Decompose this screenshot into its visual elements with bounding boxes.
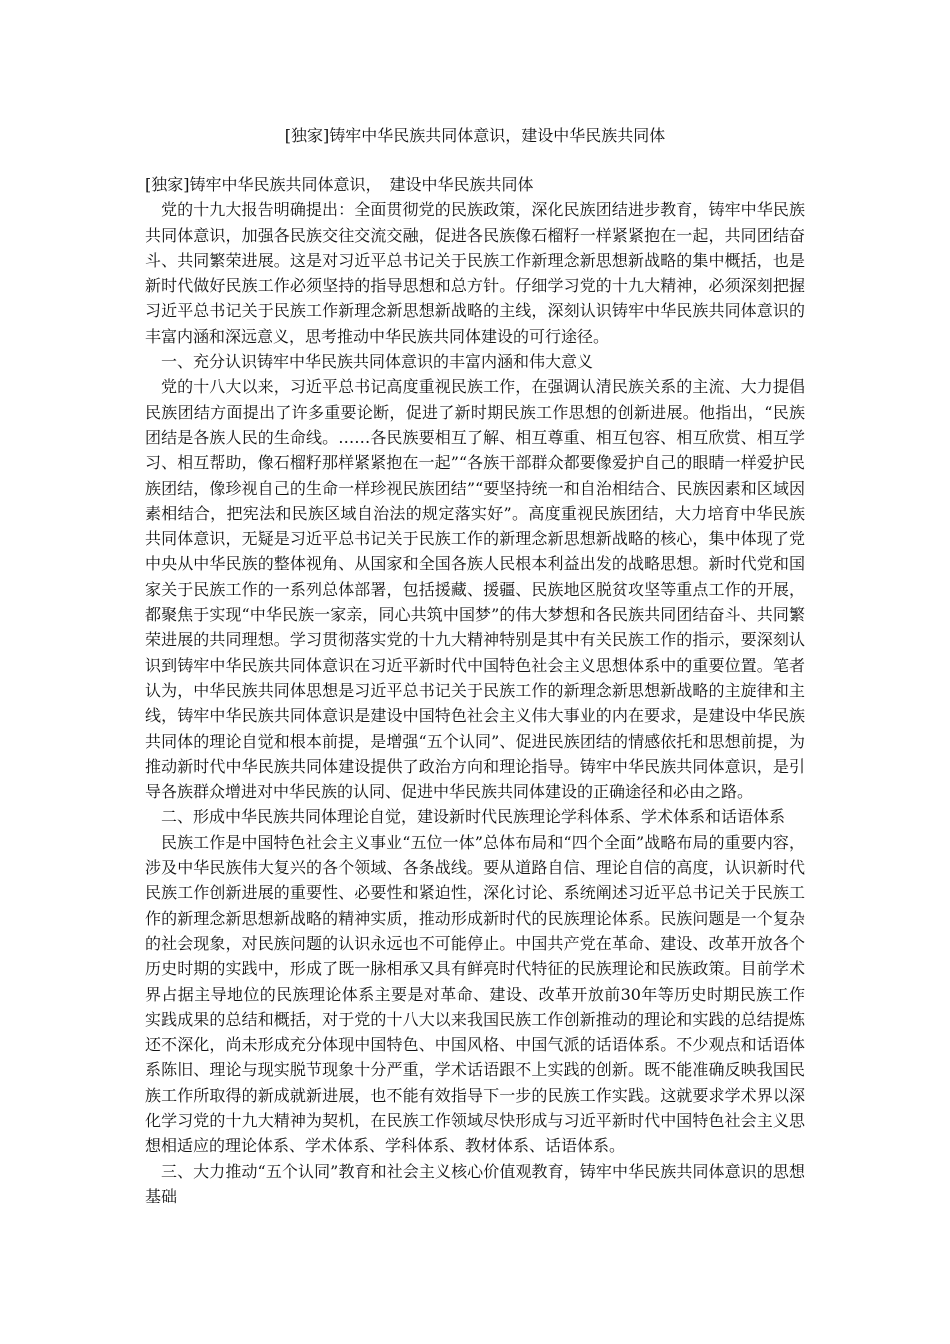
- document-body: [145, 172, 805, 1209]
- document-subtitle: [独家]铸牢中华民族共同体意识， 建设中华民族共同体: [145, 175, 534, 194]
- paragraph-intro: 党的十九大报告明确提出：全面贯彻党的民族政策，深化民族团结进步教育，铸牢中华民族共同体意识，加强各民族交往交流交融，促进各民族像石榴籽一样紧紧抱在一起，共同团结奋斗、共同繁荣进展。这是对习近平总书记关于民族工作新理念新思想新战略的集中概括，也是新时代做好民族工作必须坚持的指导思想和总方针。仔细学习党的十九大精神，必须深刻把握习近平总书记关于民族工作新理念新思想新战略的主线，深刻认识铸牢中华民族共同体意识的丰富内涵和深远意义，思考推动中华民族共同体建设的可行途径。: [145, 200, 805, 346]
- paragraph-section-2: 民族工作是中国特色社会主义事业“五位一体”总体布局和“四个全面”战略布局的重要内容，涉及中华民族伟大复兴的各个领域、各条战线。要从道路自信、理论自信的高度，认识新时代民族工作创新进展的重要性、必要性和紧迫性，深化讨论、系统阐述习近平总书记关于民族工作的新理念新思想新战略的精神实质，推动形成新时代的民族理论体系。民族问题是一个复杂的社会现象，对民族问题的认识永远也不可能停止。中国共产党在革命、建设、改革开放各个历史时期的实践中，形成了既一脉相承又具有鲜亮时代特征的民族理论和民族政策。目前学术界占据主导地位的民族理论体系主要是对革命、建设、改革开放前30年等历史时期民族工作实践成果的总结和概括，对于党的十八大以来我国民族工作创新推动的理论和实践的总结提炼还不深化，尚未形成充分体现中国特色、中国风格、中国气派的话语体系。不少观点和话语体系陈旧、理论与现实脱节现象十分严重，学术话语跟不上实践的创新。既不能准确反映我国民族工作所取得的新成就新进展，也不能有效指导下一步的民族工作实践。这就要求学术界以深化学习党的十九大精神为契机，在民族工作领域尽快形成与习近平新时代中国特色社会主义思想相适应的理论体系、学术体系、学科体系、教材体系、话语体系。: [145, 832, 805, 1156]
- section-heading-2: 二、形成中华民族共同体理论自觉，建设新时代民族理论学科体系、学术体系和话语体系: [161, 807, 786, 827]
- section-heading-1: 一、充分认识铸牢中华民族共同体意识的丰富内涵和伟大意义: [161, 352, 594, 372]
- paragraph-section-1: 党的十八大以来，习近平总书记高度重视民族工作，在强调认清民族关系的主流、大力提倡民族团结方面提出了许多重要论断，促进了新时期民族工作思想的创新进展。他指出，“民族团结是各族人民的生命线。……各民族要相互了解、相互尊重、相互包容、相互欣赏、相互学习、相互帮助，像石榴籽那样紧紧抱在一起”“各族干部群众都要像爱护自己的眼睛一样爱护民族团结，像珍视自己的生命一样珍视民族团结”“要坚持统一和自治相结合、民族因素和区域因素相结合，把宪法和民族区域自治法的规定落实好”。高度重视民族团结，大力培育中华民族共同体意识，无疑是习近平总书记关于民族工作的新理念新思想新战略的核心，集中体现了党中央从中华民族的整体视角、从国家和全国各族人民根本利益出发的战略思想。新时代党和国家关于民族工作的一系列总体部署，包括援藏、援疆、民族地区脱贫攻坚等重点工作的开展，都聚焦于实现“中华民族一家亲，同心共筑中国梦”的伟大梦想和各民族共同团结奋斗、共同繁荣进展的共同理想。学习贯彻落实党的十九大精神特别是其中有关民族工作的指示，要深刻认识到铸牢中华民族共同体意识在习近平新时代中国特色社会主义思想体系中的重要位置。笔者认为，中华民族共同体思想是习近平总书记关于民族工作的新理念新思想新战略的主旋律和主线，铸牢中华民族共同体意识是建设中国特色社会主义伟大事业的内在要求，是建设中华民族共同体的理论自觉和根本前提，是增强“五个认同”、促进民族团结的情感依托和思想前提，为推动新时代中华民族共同体建设提供了政治方向和理论指导。铸牢中华民族共同体意识，是引导各族群众增进对中华民族的认同、促进中华民族共同体建设的正确途径和必由之路。: [145, 377, 805, 802]
- document-title: [独家]铸牢中华民族共同体意识，建设中华民族共同体: [284, 126, 666, 145]
- section-heading-3: 三、大力推动“五个认同”教育和社会主义核心价值观教育，铸牢中华民族共同体意识的思想基础: [145, 1161, 805, 1206]
